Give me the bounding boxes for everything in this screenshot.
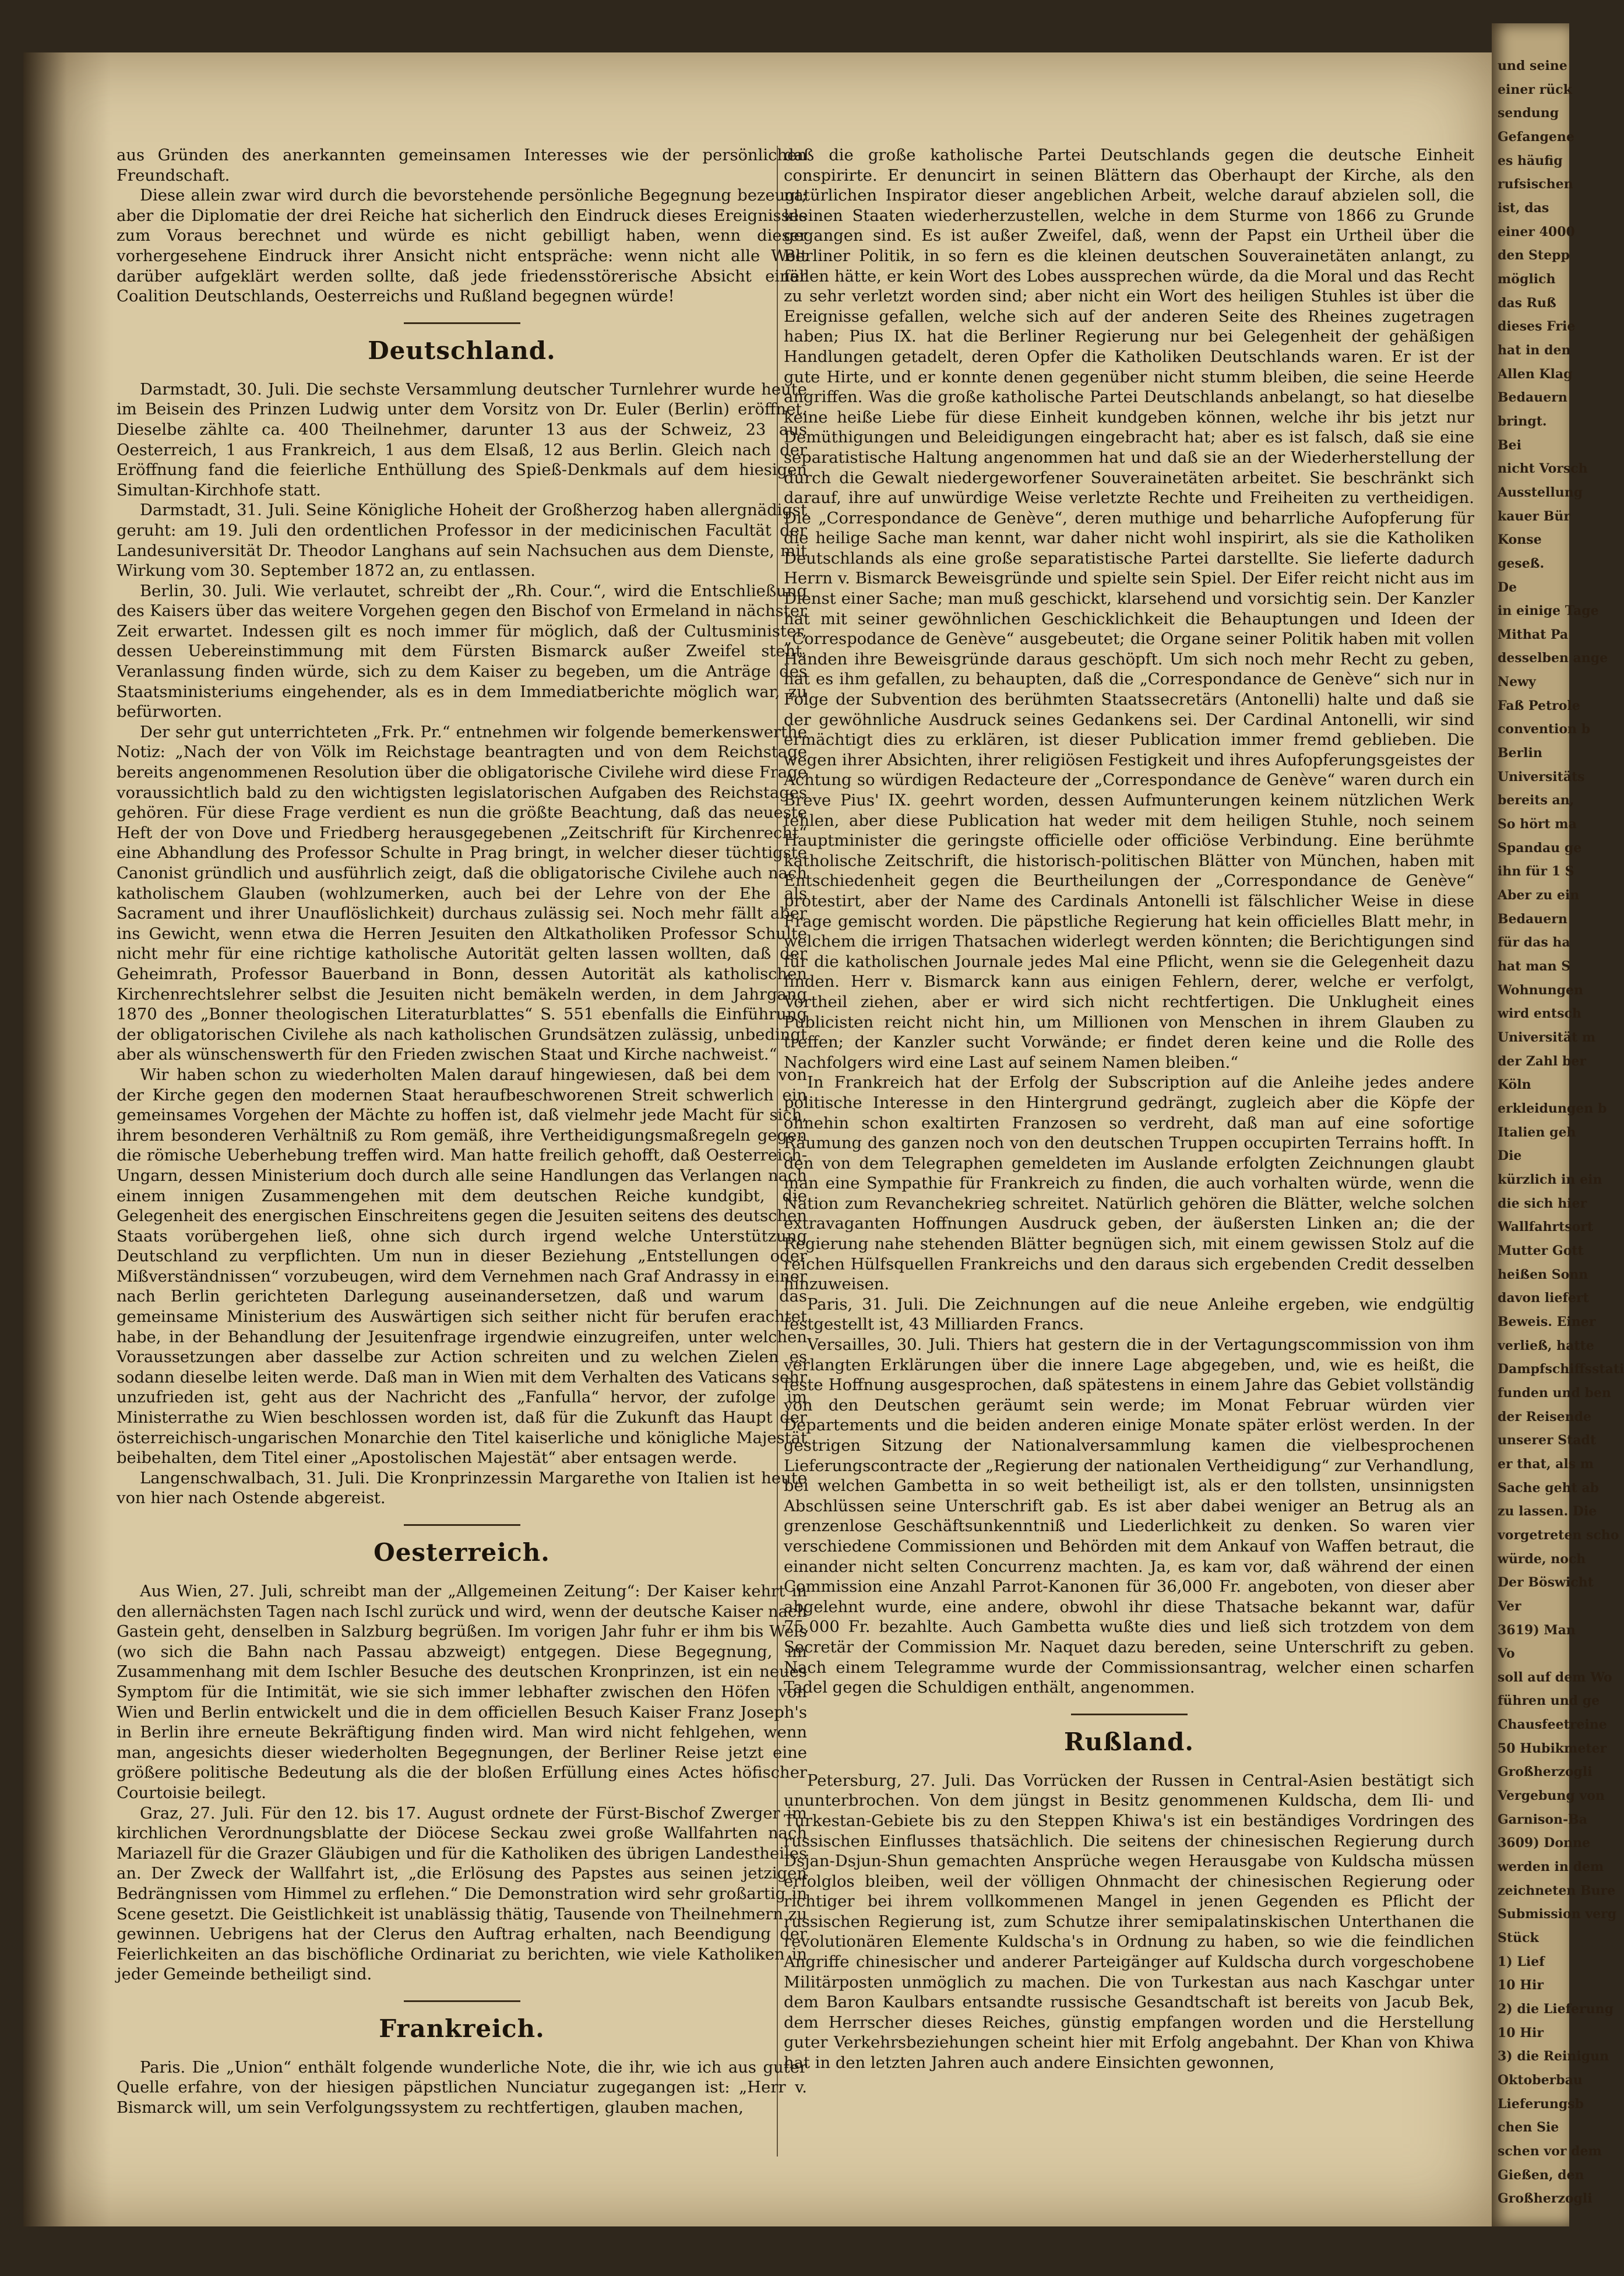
- adjacent-page-text: möglich: [1498, 271, 1556, 287]
- adjacent-page-text: es häufig: [1498, 153, 1563, 168]
- article-versailles: Versailles, 30. Juli. Thiers hat gestern die in der Vertagungscommission von ihm verlangten Erklärungen über die innere Lage abgegeben, und, wie es heißt, die feste Hoffnung ausgesprochen, daß spätestens in einem Jahre das Gebiet vollständig von den Deutschen geräumt sein werde; im Monat Februar würden vier Departements und die beiden anderen einige Monate später erlöst werden. In der gestrigen Sitzung der Nationalversammlung kamen die vielbesprochenen Lieferungscontracte der „Regierung der nationalen Vertheidigung“ zur Verhandlung, bei welchen Gambetta in so weit betheiligt ist, als er den tollsten, unsinnigsten Abschlüssen seine Unterschrift gab. Es ist aber dabei weniger an Betrug als an grenzenlose Geschäftsunkenntniß und Liederlichkeit zu denken. So waren vier verschiedene Commissionen und Behörden mit dem Ankauf von Waffen betraut, die einander nicht selten Concurrenz machten. Ja, es kam vor, daß während der einen Commission eine Anzahl Parrot-Kanonen für 36,000 Fr. angeboten, von dieser aber abgelehnt wurde, eine andere, obwohl ihr diese Thatsache bekannt war, dafür 75,000 Fr. bezahlte. Auch Gambetta wußte dies und ließ sich trotzdem von dem Secretär der Commission Mr. Naquet dazu bereden, seine Unterschrift zu geben. Nach einem Telegramme wurde der Commissionsantrag, welcher einen scharfen Tadel gegen die Schuldigen enthält, angenommen.: [784, 1336, 1474, 1697]
- left-column: [117, 146, 807, 2157]
- adjacent-page-text: für das ha: [1498, 935, 1570, 951]
- adjacent-page-text: Bedauern: [1498, 390, 1567, 406]
- adjacent-page-text: convention b: [1498, 722, 1591, 737]
- adjacent-page-text: Faß Petrole: [1498, 698, 1580, 713]
- adjacent-page-text: vorgetreten scho: [1498, 1527, 1619, 1543]
- adjacent-page-text: wird entsch: [1498, 1006, 1581, 1022]
- adjacent-page-text: unserer Stadt: [1498, 1433, 1597, 1448]
- article-frankreich-anleihe: In Frankreich hat der Erfolg der Subscription auf die Anleihe jedes andere politische Interesse in den Hintergrund gedrängt, zugleich aber die Köpfe der ohnehin schon exaltirten Franzosen so verdreht, daß man auf eine sofortige Räumung des ganzen noch von den deutschen Truppen occupirten Terrains hofft. In den von dem Telegraphen gemeldeten im Auslande erfolgten Zeichnungen glaubt man eine Sympathie für Frankreich zu finden, die auch vorhalten würde, wenn die Nation zum Revanchekrieg schreitet. Natürlich gehören die Blätter, welche solchen extravaganten Hoffnungen Ausdruck geben, der äußersten Linken an; die der Regierung nahe stehenden Blätter begnügen sich, mit einem gewissen Stolz auf die reichen Hülfsquellen Frankreichs und den daraus sich ergebenden Credit desselben hinzuweisen.: [784, 1074, 1474, 1294]
- adjacent-page-text: Mutter Gott: [1498, 1243, 1584, 1258]
- adjacent-page-text: geseß.: [1498, 555, 1545, 571]
- adjacent-page-text: Bei: [1498, 437, 1521, 453]
- adjacent-page-text: der Zahl ber: [1498, 1053, 1586, 1069]
- adjacent-page-text: Ver: [1498, 1598, 1521, 1614]
- adjacent-page-text: Stück: [1498, 1930, 1539, 1946]
- adjacent-page-text: De: [1498, 579, 1517, 595]
- adjacent-page-text: bereits an,: [1498, 793, 1574, 808]
- adjacent-page-text: einer 4000: [1498, 224, 1575, 240]
- adjacent-page-text: Vergebung von: [1498, 1788, 1605, 1804]
- adjacent-page-text: 3619) Man: [1498, 1622, 1576, 1638]
- article-wien: Aus Wien, 27. Juli, schreibt man der „Allgemeinen Zeitung“: Der Kaiser kehrt in den allernächsten Tagen nach Ischl zurück und wird, wenn der deutsche Kaiser nach Gastein geht, denselben in Salzburg begrüßen. Im vorigen Jahr fuhr er ihm bis Wels (wo sich die Bahn nach Passau abzweigt) entgegen. Diese Begegnung, im Zusammenhang mit dem Ischler Besuche des deutschen Kronprinzen, ist ein neues Symptom für die Intimität, wie sie sich immer lebhafter zwischen den Höfen von Wien und Berlin entwickelt und die in dem officiellen Besuch Kaiser Franz Joseph's in Berlin ihre erneute Bekräftigung finden wird. Man wird nicht fehlgehen, wenn man, angesichts dieser wiederholten Begegnungen, der Berliner Reise jetzt eine größere politische Bedeutung als die der bloßen Erfüllung eines Actes höfischer Courtoisie beilegt.: [117, 1582, 807, 1802]
- adjacent-page-text: So hört ma: [1498, 817, 1577, 832]
- article-petersburg: Petersburg, 27. Juli. Das Vorrücken der Russen in Central-Asien bestätigt sich ununterbrochen. Von dem jüngst in Besitz genommenen Kuldscha, dem Ili- und Turkestan-Gebiete bis zu den Steppen Khiwa's ist ein beständiges Vordringen des russischen Einflusses thatsächlich. Die seitens der chinesischen Regierung durch Dsjan-Dsjun-Shun gemachten Ansprüche wegen Herausgabe von Kuldscha müssen erfolglos bleiben, weil der völligen Ohnmacht der chinesischen Regierung oder richtiger bei ihrem vollkommenen Mangel in jenen Gegenden es Pflicht der russischen Regierung ist, zum Schutze ihrer semipalatinskischen Unterthanen die revolutionären Elemente Kuldscha's in Ordnung zu haben, so wie die feindlichen Angriffe chinesischer und anderer Parteigänger auf Kuldscha durch vorgeschobene Militärposten unmöglich zu machen. Die von Turkestan aus nach Kaschgar unter dem Baron Kaulbars entsandte russische Gesandtschaft ist bereits von Jacub Bek, dem Herrscher dieses Reiches, günstig empfangen worden und die Herstellung guter Verkehrsbeziehungen scheint hier mit Erfolg angebahnt. Der Khan von Khiwa hat in den letzten Jahren auch andere Einsichten gewonnen,: [784, 1771, 1474, 2073]
- adjacent-page-text: Submission verg: [1498, 1906, 1617, 1922]
- adjacent-page-text: funden und ben: [1498, 1385, 1611, 1401]
- adjacent-page-text: bringt.: [1498, 413, 1547, 429]
- adjacent-page-text: dieses Frie: [1498, 319, 1576, 335]
- adjacent-page-text: 3609) Donne: [1498, 1835, 1591, 1851]
- adjacent-page-text: Beweis. Einer: [1498, 1314, 1596, 1329]
- adjacent-page-text: verließ, hatte: [1498, 1338, 1594, 1353]
- article-berlin-30: Berlin, 30. Juli. Wie verlautet, schreibt der „Rh. Cour.“, wird die Entschließung des Kaisers über das weitere Vorgehen gegen den Bischof von Ermeland in nächster Zeit erwartet. Indessen gilt es noch immer für möglich, daß der Cultusminister, dessen Uebereinstimmung mit dem Fürsten Bismarck außer Zweifel steht, Veranlassung finden würde, sich zu dem Kaiser zu begeben, um die Anträge des Staatsministeriums eingehender, als es in dem Immediatberichte möglich war, zu befürworten.: [117, 582, 807, 722]
- adjacent-page-text: kauer Bür: [1498, 508, 1570, 524]
- adjacent-page-text: 10 Hir: [1498, 2025, 1544, 2041]
- adjacent-page-text: hat in den: [1498, 342, 1571, 358]
- adjacent-page-text: Oktoberbau: [1498, 2073, 1583, 2088]
- adjacent-page-text: 2) die Lieferung: [1498, 2001, 1614, 2017]
- adjacent-page-text: die sich hier: [1498, 1195, 1587, 1211]
- adjacent-page-text: und seine: [1498, 58, 1567, 73]
- adjacent-page-text: sendung: [1498, 105, 1559, 121]
- adjacent-page-text: werden in dem: [1498, 1859, 1604, 1875]
- adjacent-page-text: zeichneten Bure: [1498, 1883, 1616, 1898]
- adjacent-page-text: Sache geht ab: [1498, 1480, 1600, 1496]
- adjacent-page-text: ihn für 1 S: [1498, 864, 1574, 880]
- adjacent-page-text: Mithat Pa: [1498, 627, 1569, 642]
- intro-paragraph: aus Gründen des anerkannten gemeinsamen Interesses wie der persönlichen Freundschaft.: [117, 146, 807, 185]
- adjacent-page-text: davon liefert: [1498, 1290, 1589, 1306]
- adjacent-page-text: 10 Hir: [1498, 1978, 1544, 1993]
- section-heading-russland: Rußland.: [784, 1714, 1474, 1758]
- adjacent-page-text: zu lassen. Die: [1498, 1504, 1597, 1519]
- adjacent-page-text: Allen Klag: [1498, 366, 1573, 382]
- adjacent-page-text: Wallfahrtsort: [1498, 1219, 1594, 1235]
- adjacent-page-text: Chausfeetreine: [1498, 1717, 1607, 1733]
- adjacent-page-text: Italien geh: [1498, 1124, 1576, 1140]
- section-heading-frankreich: Frankreich.: [117, 2000, 807, 2045]
- adjacent-page-text: der Reisende: [1498, 1409, 1592, 1424]
- adjacent-page-text: er that, als m: [1498, 1456, 1594, 1472]
- adjacent-page-text: chen Sie: [1498, 2120, 1559, 2136]
- article-langenschwalbach: Langenschwalbach, 31. Juli. Die Kronprinzessin Margarethe von Italien ist heute von hier nach Ostende abgereist.: [117, 1469, 807, 1508]
- adjacent-page-text: Newy: [1498, 674, 1536, 690]
- section-heading-deutschland: Deutschland.: [117, 322, 807, 367]
- adjacent-page-text: 3) die Reinigun: [1498, 2049, 1609, 2064]
- adjacent-page-text: Garnison-Ba: [1498, 1811, 1588, 1827]
- adjacent-page-text: einer rück: [1498, 82, 1572, 97]
- adjacent-page-text: Bedauern: [1498, 911, 1567, 927]
- adjacent-page-text: Vo: [1498, 1646, 1515, 1662]
- adjacent-page-text: soll auf dem Wo: [1498, 1669, 1612, 1685]
- adjacent-page-strip: [1492, 23, 1624, 2226]
- article-graz: Graz, 27. Juli. Für den 12. bis 17. August ordnete der Fürst-Bischof Zwerger im kirchlichen Verordnungsblatte der Diöcese Seckau zwei große Wallfahrten nach Mariazell für die Grazer Gläubigen und für die Katholiken des übrigen Landestheiles an. Der Zweck der Wallfahrt ist, „die Erlösung des Papstes aus seinen jetzigen Bedrängnissen vom Himmel zu erflehen.“ Die Demonstration wird sehr großartig in Scene gesetzt. Die Geistlichkeit ist unablässig thätig, Tausende von Theilnehmern zu gewinnen. Uebrigens hat der Clerus den Auftrag erhalten, nach Beendigung der Feierlichkeiten an das bischöfliche Ordinariat zu berichten, wie viele Katholiken in jeder Gemeinde betheiligt sind.: [117, 1804, 807, 1984]
- adjacent-page-text: Konse: [1498, 532, 1542, 548]
- adjacent-page-text: Der Böswicht: [1498, 1575, 1594, 1591]
- adjacent-page-text: Aber zu ein: [1498, 888, 1580, 903]
- adjacent-page-text: Gefangene: [1498, 129, 1574, 145]
- adjacent-page-text: erkleidungen b: [1498, 1101, 1607, 1116]
- adjacent-page-text: Berlin: [1498, 745, 1542, 761]
- intro-paragraph: Diese allein zwar wird durch die bevorstehende persönliche Begegnung bezeugt; aber die Diplomatie der drei Reiche hat sicherlich den Eindruck dieses Ereignisses zum Voraus berechnet und würde es nicht gebilligt haben, wenn dieser vorhergesehene Eindruck ihrer Ansicht nicht entspräche: wenn nicht alle Welt darüber aufgeklärt werden sollte, daß jede friedensstörerische Absicht einer Coalition Deutschlands, Oesterreichs und Rußland begegnen würde!: [117, 187, 807, 306]
- adjacent-page-text: Die: [1498, 1148, 1522, 1164]
- adjacent-page-text: 1) Lief: [1498, 1954, 1545, 1969]
- article-civilehe: Der sehr gut unterrichteten „Frk. Pr.“ entnehmen wir folgende bemerkenswerthe Notiz: „Nach der von Völk im Reichstage beantragten und von dem Reichstage bereits angenommenen Resolution über die obligatorische Civilehe wird diese Frage voraussichtlich bald zu den wichtigsten legislatorischen Aufgaben des Reichstages gehören. Für diese Frage verdient es nun die größte Beachtung, daß das neueste Heft der von Dove und Friedberg herausgegebenen „Zeitschrift für Kirchenrecht“ eine Abhandlung des Professor Schulte in Prag bringt, in welcher dieser tüchtigste Canonist gründlich und ausführlich zeigt, daß die obligatorische Civilehe auch nach katholischem Glauben (wohlzumerken, auch bei der Lehre von der Ehe als Sacrament und ihrer Unauflöslichkeit) durchaus zulässig sei. Noch mehr fällt aber ins Gewicht, wenn etwa die Herren Jesuiten den Altkatholiken Professor Schulte nicht mehr für eine richtige katholische Autorität gelten lassen wollten, daß der Geheimrath, Professor Bauerband in Bonn, dessen Autorität als katholischen Kirchenrechtslehrer selbst die Jesuiten nicht bemäkeln werden, in dem Jahrgang 1870 des „Bonner theologischen Literaturblattes“ S. 551 ebenfalls die Einführung der obligatorischen Civilehe als nach katholischen Grundsätzen zulässig, unbedingt aber als wünschenswerth für den Frieden zwischen Staat und Kirche nachweist.“: [117, 723, 807, 1064]
- article-paris-union: Paris. Die „Union“ enthält folgende wunderliche Note, die ihr, wie ich aus guter Quelle erfahre, von der hiesigen päpstlichen Nunciatur zugegangen ist: „Herr v. Bismarck will, um sein Verfolgungssystem zu rechtfertigen, glauben machen,: [117, 2058, 807, 2117]
- adjacent-page-text: nicht Vorsch: [1498, 461, 1588, 477]
- adjacent-page-text: Universitäts: [1498, 769, 1585, 785]
- article-darmstadt-31: Darmstadt, 31. Juli. Seine Königliche Hoheit der Großherzog haben allergnädigst geruht: am 19. Juli den ordentlichen Professor in der medicinischen Facultät der Landesuniversität Dr. Theodor Langhans auf sein Nachsuchen aus dem Dienste, mit Wirkung vom 30. September 1872 an, zu entlassen.: [117, 501, 807, 581]
- adjacent-page-text: Köln: [1498, 1077, 1531, 1093]
- adjacent-page-text: Spandau ge: [1498, 840, 1582, 856]
- adjacent-page-text: Gießen, den: [1498, 2167, 1584, 2183]
- adjacent-page-text: Lieferungsb: [1498, 2096, 1584, 2112]
- adjacent-page-text: in einige Tage: [1498, 603, 1599, 619]
- adjacent-page-text: 50 Hubikmeter: [1498, 1740, 1607, 1756]
- article-paris-31: Paris, 31. Juli. Die Zeichnungen auf die neue Anleihe ergeben, wie endgültig festgestellt ist, 43 Milliarden Francs.: [784, 1295, 1474, 1334]
- adjacent-page-text: Universität m: [1498, 1030, 1596, 1046]
- article-jesuiten: Wir haben schon zu wiederholten Malen darauf hingewiesen, daß bei dem von der Kirche gegen den modernen Staat heraufbeschworenen Streit schwerlich ein gemeinsames Vorgehen der Mächte zu hoffen ist, daß vielmehr jede Macht für sich, ihrem besonderen Verhältniß zu Rom gemäß, ihre Vertheidigungsmaßregeln gegen die römische Ueberhebung treffen wird. Man hatte freilich gehofft, daß Oesterreich-Ungarn, dessen Ministerium doch durch alle seine Handlungen das Verlangen nach einem innigen Zusammengehen mit dem deutschen Reiche kundgibt, die Gelegenheit des energischen Einschreitens gegen die Jesuiten seitens des deutschen Staats vorübergehen ließ, ohne sich durch irgend welche Unterstützung Deutschland zu verpflichten. Um nun in dieser Beziehung „Entstellungen oder Mißverständnissen“ vorzubeugen, wird dem Vernehmen nach Graf Andrassy in einer nach Berlin gerichteten Darlegung auseinandersetzen, daß und warum das gemeinsame Ministerium des Auswärtigen sich seither nicht für berufen erachtet habe, in der Behandlung der Jesuitenfrage irgendwie einzugreifen, unter welchen Voraussetzungen aber dasselbe zur Action schreiten und zu welchen Zielen es sodann dieselbe leiten werde. Daß man in Wien mit dem Verhalten des Vaticans sehr unzufrieden ist, geht aus der Nachricht des „Fanfulla“ hervor, der zufolge im Ministerrathe zu Wien beschlossen worden ist, daß für die Zukunft das Haupt der österreichisch-ungarischen Monarchie den Titel kaiserliche und königliche Majestät beibehalten, dem Titel einer „Apostolischen Majestät“ aber entsagen werde.: [117, 1065, 807, 1468]
- section-heading-oesterreich: Oesterreich.: [117, 1524, 807, 1569]
- adjacent-page-text: führen und ge: [1498, 1693, 1600, 1709]
- adjacent-page-text: ist, das: [1498, 200, 1549, 216]
- binding-shadow: [23, 52, 111, 2226]
- adjacent-page-text: kürzlich in ein: [1498, 1172, 1602, 1187]
- adjacent-page-text: das Ruß: [1498, 295, 1556, 311]
- adjacent-page-text: heißen Sonn: [1498, 1267, 1588, 1282]
- adjacent-page-text: würde, noch: [1498, 1551, 1586, 1567]
- adjacent-page-text: schen vor dem: [1498, 2144, 1602, 2159]
- adjacent-page-text: Wohnungen: [1498, 982, 1583, 998]
- adjacent-page-text: rufsischen: [1498, 177, 1573, 192]
- adjacent-page-text: den Stepp: [1498, 248, 1570, 263]
- adjacent-page-text: Dampfschiffsstati: [1498, 1362, 1624, 1377]
- adjacent-page-text: Ausstellung: [1498, 484, 1583, 500]
- adjacent-page-text: Großherzogli: [1498, 2191, 1593, 2207]
- article-paris-union-continued: daß die große katholische Partei Deutschlands gegen die deutsche Einheit conspirirte. Er denuncirt in seinen Blättern das Oberhaupt der Kirche, als den natürlichen Inspirator dieser angeblichen Arbeit, welche darauf abzielen soll, die kleinen Staaten wiederherzustellen, welche in dem Sturme von 1866 zu Grunde gegangen sind. Es ist außer Zweifel, daß, wenn der Papst ein Urtheil über die Berliner Politik, in so fern es die kleinen deutschen Souverainetäten anlangt, zu fällen hätte, er kein Wort des Lobes aussprechen würde, da die Moral und das Recht zu sehr verletzt worden sind; aber nicht ein Wort des heiligen Stuhles ist über die Ereignisse gefallen, welche sich auf der anderen Seite des Rheines zugetragen haben; Pius IX. hat die Berliner Regierung nur bei Gelegenheit der gehäßigen Handlungen getadelt, deren Opfer die Katholiken Deutschlands waren. Er ist der gute Hirte, und er konnte denen gegenüber nicht stumm bleiben, die seine Heerde angriffen. Was die große katholische Partei Deutschlands anbelangt, so hat dieselbe keine heiße Liebe für diese Einheit kundgeben können, welche ihr bis jetzt nur Demüthigungen und Beleidigungen eingebracht hat; aber es ist falsch, daß sie eine separatistische Haltung angenommen hat und daß sie an der Wiederherstellung der durch die Gewalt niedergeworfener Souverainetäten arbeitet. Sie beschränkt sich darauf, ihre auf unwürdige Weise verletzte Rechte und Freiheiten zu vertheidigen. Die „Correspondance de Genève“, deren muthige und beharrliche Aufopferung für die heilige Sache man kennt, war daher nicht wohl inspirirt, als sie die Katholiken Deutschlands als eine große separatistische Partei darstellte. Sie lieferte dadurch Herrn v. Bismarck Beweisgründe und spielte sein Spiel. Der Eifer reicht nicht aus im Dienst einer Sache; man muß geschickt, klarsehend und vorsichtig sein. Der Kanzler hat mit seiner gewöhnlichen Geschicklichkeit die Behauptungen und Ideen der „Correspodance de Genève“ ausgebeutet; die Organe seiner Politik haben mit vollen Händen ihre Beweisgründe daraus geschöpft. Um sich noch mehr Recht zu geben, hat es ihm gefallen, zu behaupten, daß die „Correspondance de Genève“ sich nur in Folge der Subvention des berühmten Staatssecretärs (Antonelli) halte und daß sie der gewöhnliche Ausdruck seines Gedankens sei. Der Cardinal Antonelli, wir sind ermächtigt dies zu erklären, ist dieser Publication immer fremd geblieben. Die wegen ihrer Absichten, ihrer religiösen Festigkeit und ihres Aufopferungsgeistes der Achtung so würdigen Redacteure der „Correspondance de Genève“ waren durch ein Breve Pius' IX. geehrt worden, dessen Aufmunterungen keinem nützlichen Werk fehlen, aber diese Publication hat weder mit dem heiligen Stuhle, noch seinem Hauptminister die geringste officielle oder officiöse Verbindung. Eine berühmte katholische Zeitschrift, die historisch-politischen Blätter von München, haben mit Entschiedenheit gegen die Beurtheilungen der „Correspondance de Genève“ protestirt, aber der Name des Cardinals Antonelli ist fälschlicher Weise in diese Frage gemischt worden. Die päpstliche Regierung hat kein officielles Blatt mehr, in welchem die irrigen Thatsachen widerlegt werden könnten; die Berichtigungen sind für die katholischen Journale jedes Mal eine Pflicht, wenn sie die Gelegenheit dazu finden. Herr v. Bismarck kann aus einigen Fehlern, derer, welche er verfolgt, Vortheil ziehen, aber er wird sich nicht rechtfertigen. Die Unklugheit eines Publicisten reicht nicht hin, um Millionen von Menschen in ihrem Glauben zu treffen; der Kanzler sucht Vorwände; er findet deren keine und die Rolle des Nachfolgers wird eine Last auf seinem Namen bleiben.“: [784, 146, 1474, 1072]
- adjacent-page-text: Großherzogli: [1498, 1764, 1593, 1780]
- right-column: [784, 146, 1474, 2157]
- article-darmstadt-30: Darmstadt, 30. Juli. Die sechste Versammlung deutscher Turnlehrer wurde heute im Beisein des Prinzen Ludwig unter dem Vorsitz von Dr. Euler (Berlin) eröffnet. Dieselbe zählte ca. 400 Theilnehmer, darunter 13 aus der Schweiz, 23 aus Oesterreich, 1 aus Frankreich, 1 aus dem Elsaß, 12 aus Berlin. Gleich nach der Eröffnung fand die feierliche Enthüllung des Spieß-Denkmals auf dem hiesigen Simultan-Kirchhofe statt.: [117, 380, 807, 499]
- adjacent-page-text: desselben ange: [1498, 650, 1608, 666]
- adjacent-page-text: hat man S: [1498, 959, 1571, 975]
